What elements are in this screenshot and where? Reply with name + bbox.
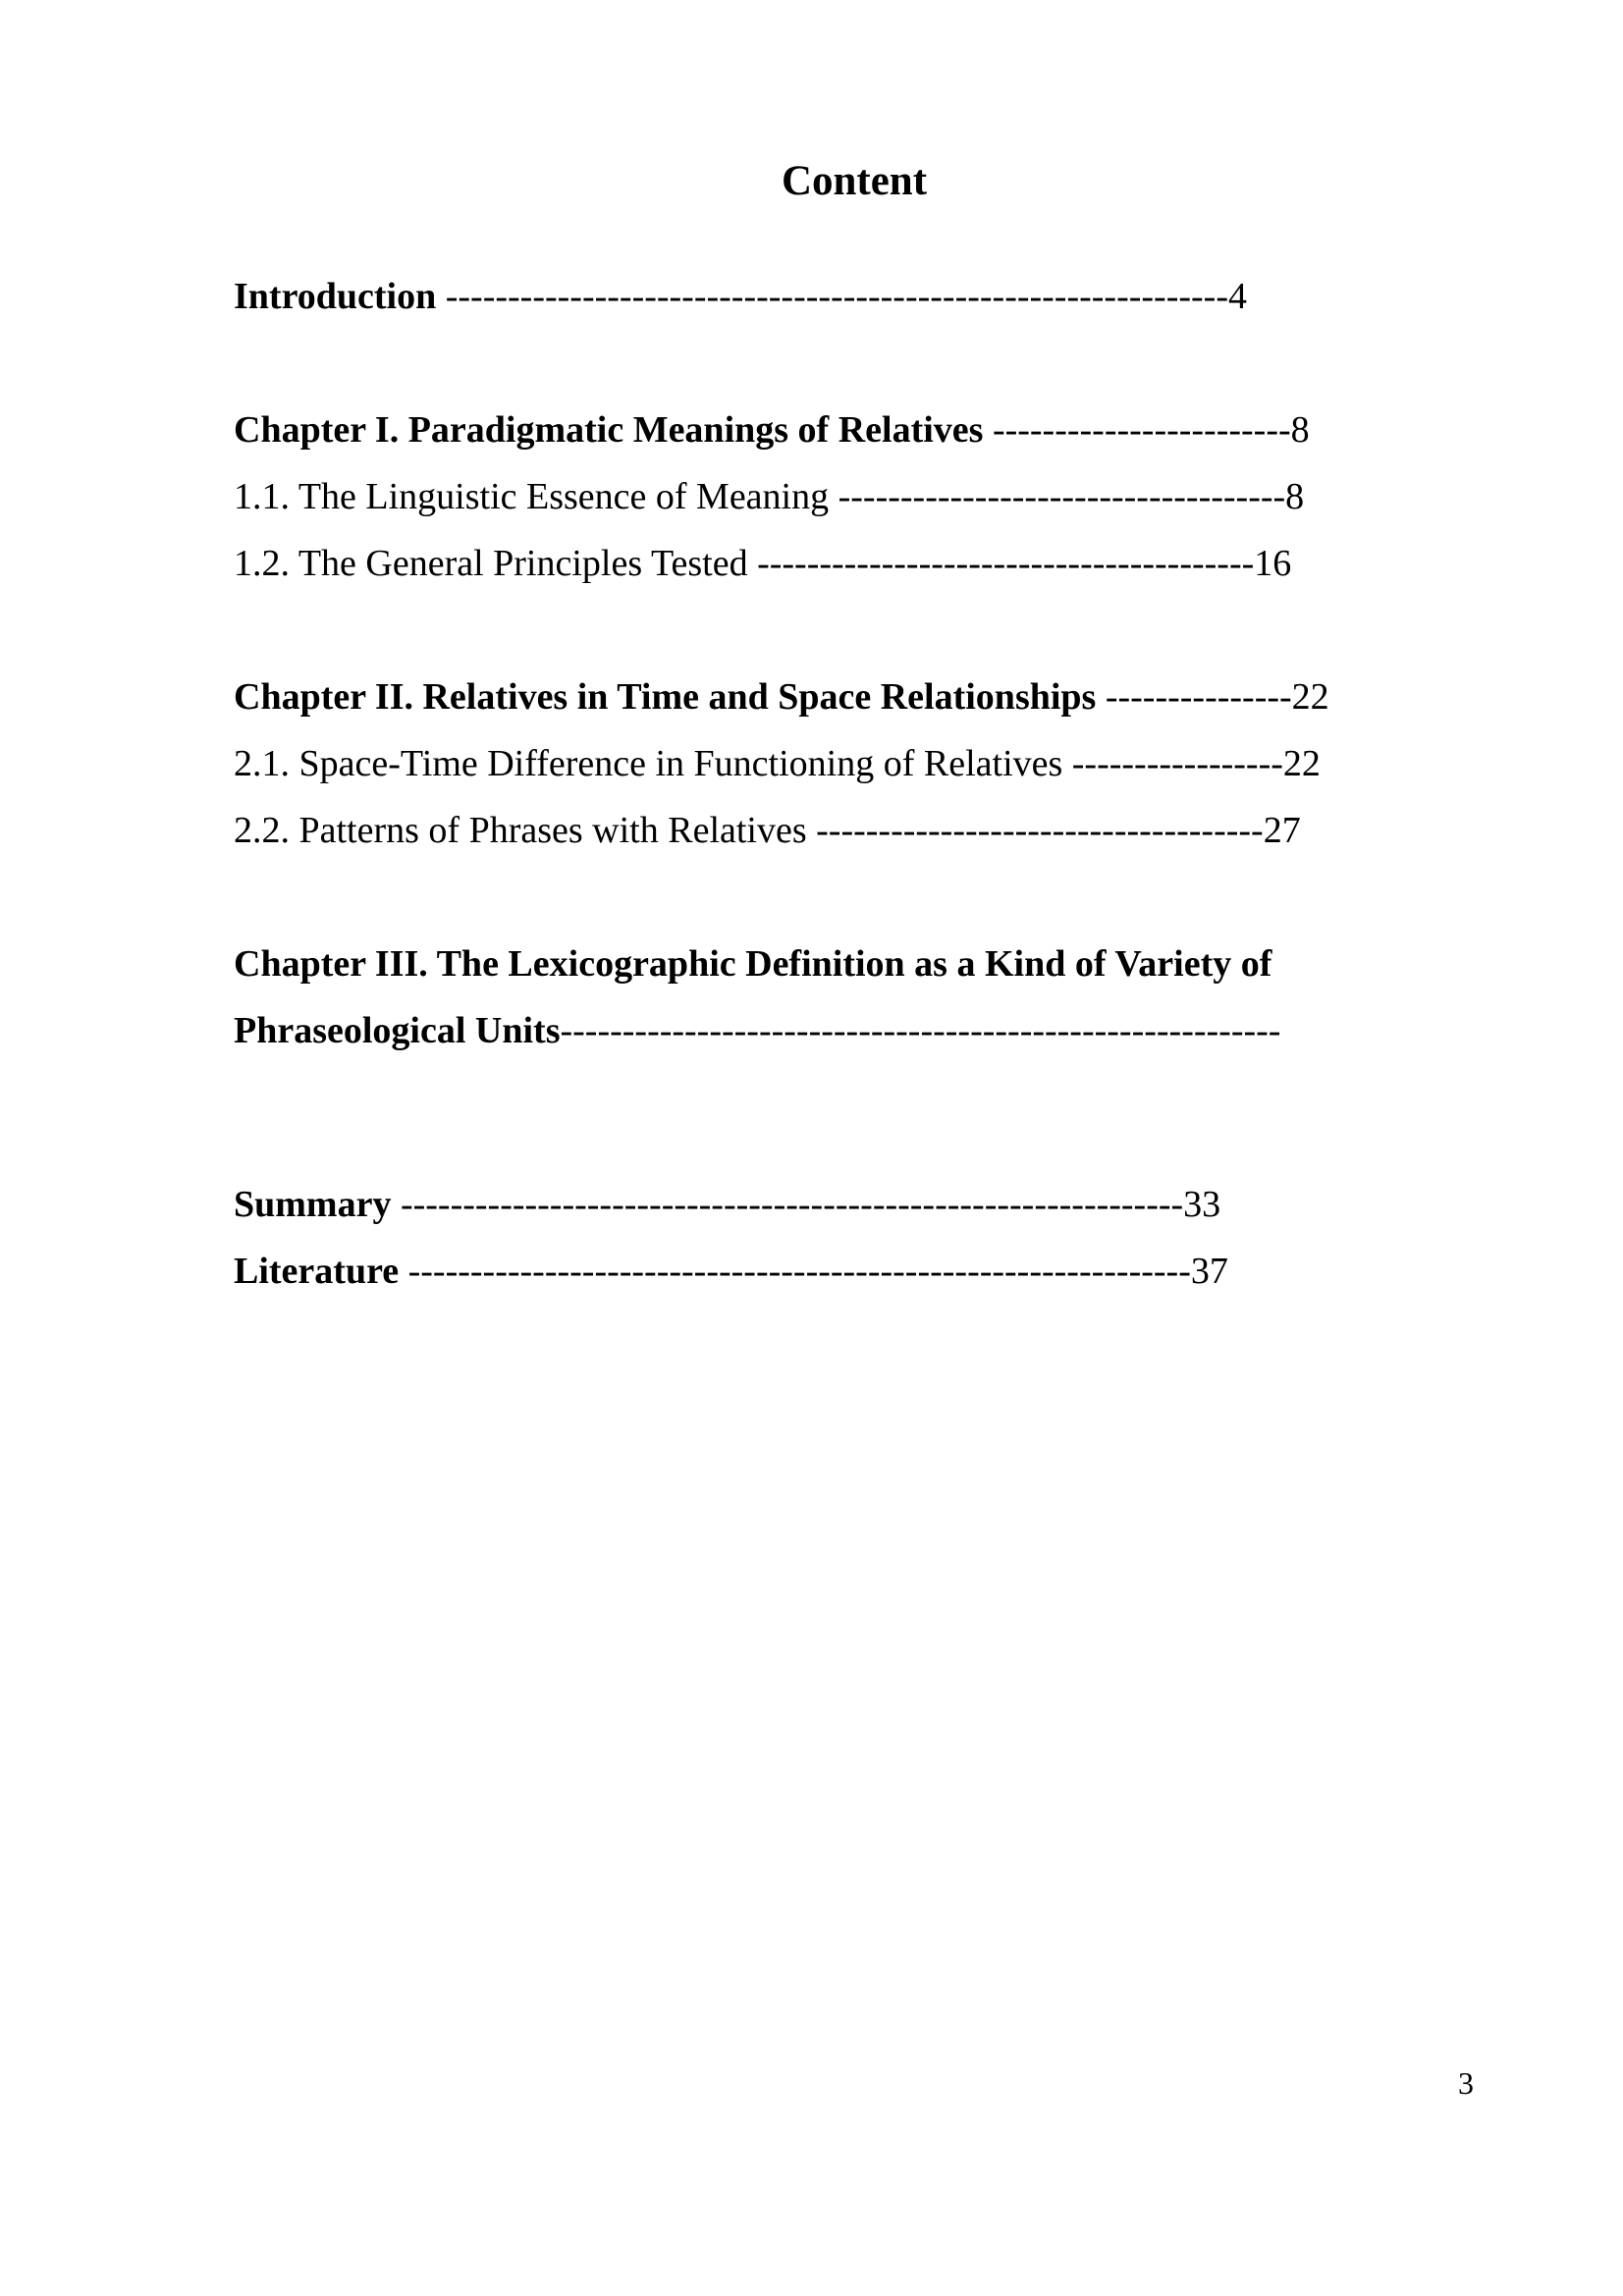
toc-entry-summary xyxy=(234,1171,1451,1238)
toc-entry-label: Chapter I. Paradigmatic Meanings of Relatives xyxy=(234,409,984,451)
page-title: Content xyxy=(781,158,928,204)
toc-entry-label: Phraseological Units xyxy=(234,1010,561,1051)
page-number: 3 xyxy=(1458,2065,1474,2101)
toc-entry-label: Introduction xyxy=(234,276,437,317)
toc-entry-chapter-1 xyxy=(234,397,1451,463)
toc-entry-chapter-3-line-2 xyxy=(234,997,1451,1064)
toc-entry-leader: ---------------------------------------------------------- xyxy=(560,1010,1281,1051)
toc-entry-chapter-3-line-1: Chapter III. The Lexicographic Definition as a Kind of Variety of xyxy=(234,943,1272,985)
toc-entry-section-1-2: 1.2. The General Principles Tested ----------------------------------------16 xyxy=(234,543,1292,584)
toc-entry-leader-page: ------------------------8 xyxy=(983,409,1310,451)
toc-entry-label: Chapter II. Relatives in Time and Space Relationships xyxy=(234,676,1097,718)
toc-entry-section-2-1: 2.1. Space-Time Difference in Functioning of Relatives -----------------22 xyxy=(234,743,1321,784)
toc-entry-leader-page: ---------------------------------------------------------------4 xyxy=(436,276,1247,317)
toc-entry-label: Summary xyxy=(234,1184,392,1225)
table-of-contents xyxy=(234,263,1451,1305)
toc-entry-literature xyxy=(234,1238,1451,1305)
toc-entry-section-1-1: 1.1. The Linguistic Essence of Meaning ------------------------------------8 xyxy=(234,476,1305,517)
toc-entry-introduction xyxy=(234,263,1451,330)
toc-entry-chapter-2 xyxy=(234,664,1451,730)
toc-entry-leader-page: ---------------------------------------------------------------37 xyxy=(399,1251,1228,1292)
toc-entry-leader-page: ---------------22 xyxy=(1096,676,1329,718)
toc-entry-label: Literature xyxy=(234,1251,400,1292)
toc-entry-leader-page: ---------------------------------------------------------------33 xyxy=(391,1184,1221,1225)
toc-entry-section-2-2: 2.2. Patterns of Phrases with Relatives ------------------------------------27 xyxy=(234,810,1301,851)
